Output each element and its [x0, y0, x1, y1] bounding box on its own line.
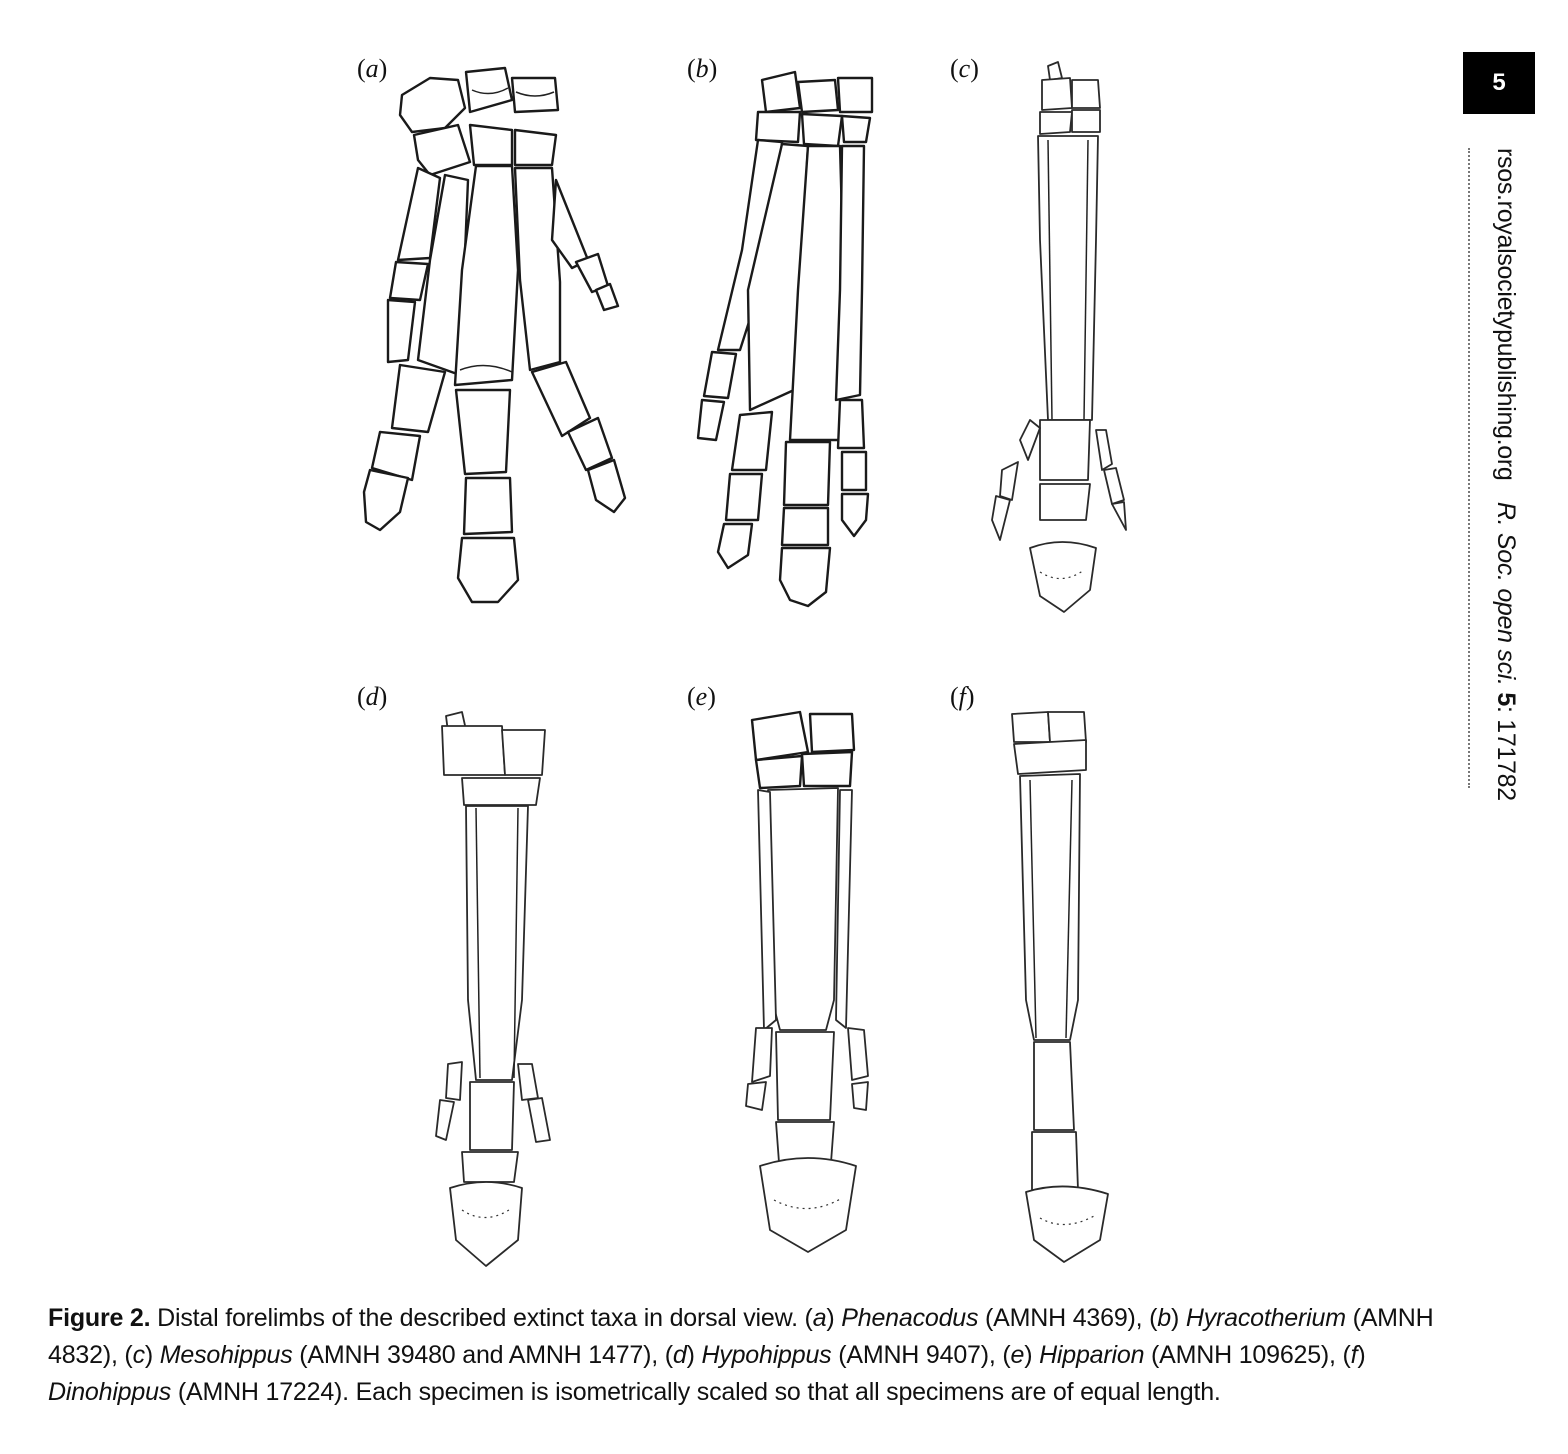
panel-label-e: (e)	[687, 682, 716, 711]
running-head-journal: R. Soc. open sci.	[1492, 501, 1520, 686]
forelimb-drawing-b	[698, 72, 872, 606]
caption-letter-c: c	[132, 1341, 145, 1369]
running-head-article: : 171782	[1492, 705, 1520, 801]
forelimb-drawing-e	[746, 712, 868, 1252]
running-head-volume: 5	[1492, 692, 1520, 706]
caption-specimen-a: (AMNH 4369), (	[978, 1304, 1158, 1332]
panel-label-d: (d)	[357, 682, 388, 711]
page-number-badge: 5	[1463, 52, 1535, 114]
caption-taxon-a: Phenacodus	[841, 1304, 979, 1332]
forelimb-drawing-f	[1012, 712, 1108, 1262]
caption-specimen-b: (AMNH 4832),	[48, 1304, 1434, 1369]
caption-taxon-b: Hyracotherium	[1185, 1304, 1346, 1332]
panel-label-a: (a)	[357, 54, 388, 83]
caption-text: Each specimen is isometrically scaled so that all specimens are of equal length.	[348, 1378, 1221, 1406]
caption-letter-f: f	[1350, 1341, 1358, 1369]
caption-text: )	[1171, 1304, 1186, 1332]
caption-specimen-f: (AMNH 17224).	[171, 1378, 349, 1406]
forelimb-drawing-a	[364, 68, 625, 602]
caption-letter-e: e	[1010, 1341, 1025, 1369]
caption-specimen-c: (AMNH 39480 and AMNH 1477), (	[292, 1341, 673, 1369]
caption-text: )	[686, 1341, 702, 1369]
caption-taxon-c: Mesohippus	[159, 1341, 293, 1369]
figure-caption	[48, 1300, 1488, 1411]
caption-taxon-e: Hipparion	[1039, 1341, 1145, 1369]
caption-text: )	[826, 1304, 842, 1332]
caption-text: Distal forelimbs of the described extinct taxa in dorsal view. (	[150, 1304, 813, 1332]
panel-label-c: (c)	[950, 54, 979, 83]
caption-letter-d: d	[672, 1341, 687, 1369]
panel-label-f: (f)	[950, 682, 975, 711]
caption-taxon-d: Hypohippus	[701, 1341, 832, 1369]
caption-text: )	[1357, 1341, 1366, 1369]
running-head-url[interactable]: rsos.royalsocietypublishing.org	[1492, 148, 1520, 481]
caption-text: )	[144, 1341, 160, 1369]
caption-specimen-e: (AMNH 109625), (	[1144, 1341, 1351, 1369]
forelimb-drawing-d	[436, 712, 550, 1266]
panel-label-b: (b)	[687, 54, 718, 83]
caption-text: (	[117, 1341, 133, 1369]
caption-text: )	[1024, 1341, 1040, 1369]
caption-letter-b: b	[1157, 1304, 1171, 1332]
figure-label: Figure 2.	[48, 1304, 151, 1332]
caption-taxon-f: Dinohippus	[48, 1378, 172, 1406]
forelimb-drawing-c	[992, 62, 1126, 612]
caption-letter-a: a	[812, 1304, 827, 1332]
caption-specimen-d: (AMNH 9407), (	[831, 1341, 1011, 1369]
